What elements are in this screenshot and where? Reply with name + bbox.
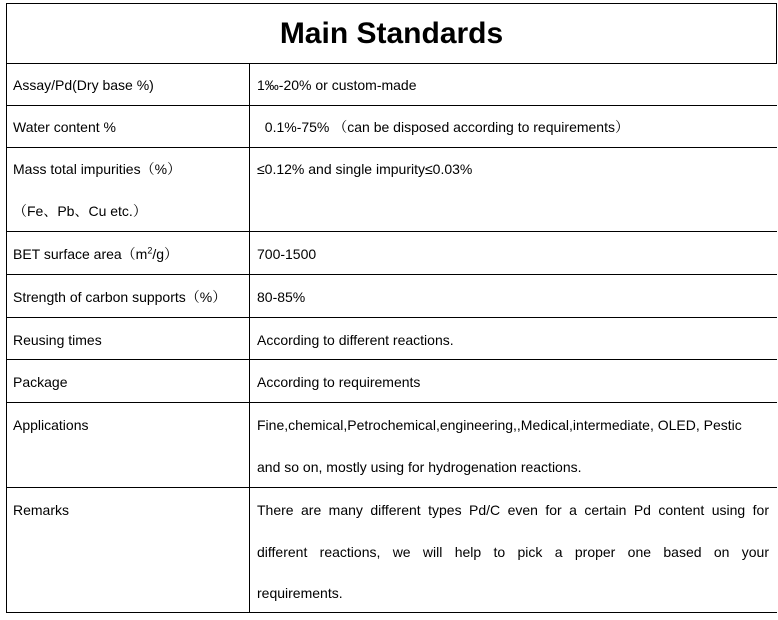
row-label-cell bbox=[7, 488, 250, 612]
row-value: There are many different types Pd/C even for a certain Pd content using for bbox=[257, 502, 769, 518]
table-row-applications bbox=[7, 403, 777, 488]
row-value-cell bbox=[250, 360, 777, 402]
row-label-cell bbox=[7, 360, 250, 402]
row-label: Applications bbox=[13, 417, 89, 433]
row-value-line-3: requirements. bbox=[257, 585, 343, 601]
row-value-cell bbox=[250, 106, 777, 147]
row-label-cell bbox=[7, 232, 250, 274]
row-value: ≤0.12% and single impurity≤0.03% bbox=[257, 161, 473, 177]
row-value-cell bbox=[250, 488, 777, 612]
row-label-unit: /g） bbox=[152, 246, 179, 262]
table-row-bet-surface-area bbox=[7, 232, 777, 275]
row-label-cell bbox=[7, 148, 250, 231]
row-label bbox=[13, 245, 178, 263]
row-label: Package bbox=[13, 374, 68, 390]
row-value-cell bbox=[250, 64, 777, 105]
row-value: According to different reactions. bbox=[257, 332, 454, 348]
row-value-cell bbox=[250, 232, 777, 274]
row-value: According to requirements bbox=[257, 374, 421, 390]
row-value-line-2: different reactions, we will help to pick a proper one based on your bbox=[257, 544, 769, 560]
row-label-cell bbox=[7, 64, 250, 105]
standards-table bbox=[6, 3, 777, 613]
row-value-cell bbox=[250, 275, 777, 317]
row-label-secondary: （Fe、Pb、Cu etc.） bbox=[13, 203, 147, 219]
row-label: Strength of carbon supports（%） bbox=[13, 289, 227, 305]
row-label-cell bbox=[7, 106, 250, 147]
row-value-cell bbox=[250, 148, 777, 231]
row-label: Reusing times bbox=[13, 332, 102, 348]
table-row-water-content bbox=[7, 106, 777, 148]
row-value-line-2: and so on, mostly using for hydrogenation reactions. bbox=[257, 459, 582, 475]
table-row-package bbox=[7, 360, 777, 403]
table-row-impurities bbox=[7, 148, 777, 232]
table-row-reusing-times bbox=[7, 318, 777, 360]
row-label: Water content % bbox=[13, 119, 116, 135]
row-value-cell bbox=[250, 403, 777, 487]
table-row-assay bbox=[7, 64, 777, 106]
row-label-cell bbox=[7, 403, 250, 487]
row-label-cell bbox=[7, 318, 250, 359]
row-label: Remarks bbox=[13, 502, 70, 518]
row-label-cell bbox=[7, 275, 250, 317]
row-value: 700-1500 bbox=[257, 246, 317, 262]
table-row-remarks bbox=[7, 488, 777, 613]
row-label: Mass total impurities（%） bbox=[13, 161, 182, 177]
row-label-text: BET surface area（m bbox=[13, 246, 148, 262]
row-value: 80-85% bbox=[257, 289, 306, 305]
row-value: 1‰-20% or custom-made bbox=[257, 77, 417, 93]
row-value: 0.1%-75% （can be disposed according to requirements） bbox=[257, 119, 629, 135]
table-row-strength bbox=[7, 275, 777, 318]
table-title: Main Standards bbox=[7, 4, 777, 64]
row-label: Assay/Pd(Dry base %) bbox=[13, 77, 154, 93]
row-value-cell bbox=[250, 318, 777, 359]
superscript: 2 bbox=[147, 245, 153, 256]
row-value: Fine,chemical,Petrochemical,engineering,,Medical,intermediate, OLED, Pestic bbox=[257, 417, 742, 433]
